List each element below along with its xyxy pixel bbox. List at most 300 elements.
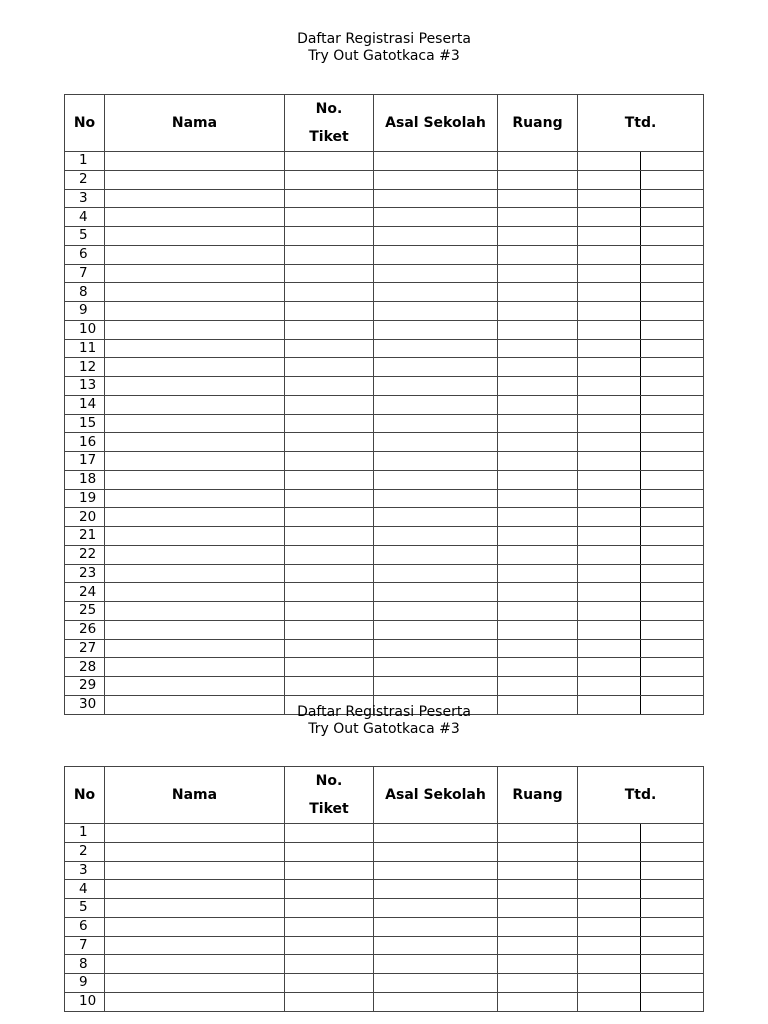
no-tiket-cell[interactable]: [285, 545, 374, 564]
ttd-cell-left[interactable]: [578, 264, 641, 283]
ttd-cell-right[interactable]: [641, 395, 704, 414]
ttd-cell-right[interactable]: [641, 899, 704, 918]
no-tiket-cell[interactable]: [285, 602, 374, 621]
table-row: [65, 189, 704, 208]
asal-sekolah-cell[interactable]: [374, 899, 498, 918]
row-number: 28: [65, 658, 105, 677]
asal-sekolah-cell[interactable]: [374, 245, 498, 264]
ttd-cell-right[interactable]: [641, 189, 704, 208]
no-tiket-cell[interactable]: [285, 170, 374, 189]
ruang-cell[interactable]: [498, 395, 578, 414]
row-number: 27: [65, 639, 105, 658]
ttd-cell-right[interactable]: [641, 861, 704, 880]
no-tiket-cell[interactable]: [285, 377, 374, 396]
nama-cell[interactable]: [105, 602, 285, 621]
asal-sekolah-cell[interactable]: [374, 208, 498, 227]
ruang-cell[interactable]: [498, 414, 578, 433]
ruang-cell[interactable]: [498, 861, 578, 880]
asal-sekolah-cell[interactable]: [374, 583, 498, 602]
header-asal-sekolah: Asal Sekolah: [374, 767, 498, 824]
no-tiket-cell[interactable]: [285, 992, 374, 1011]
asal-sekolah-cell[interactable]: [374, 264, 498, 283]
ruang-cell[interactable]: [498, 602, 578, 621]
row-number: 26: [65, 620, 105, 639]
asal-sekolah-cell[interactable]: [374, 414, 498, 433]
ttd-cell-left[interactable]: [578, 917, 641, 936]
ttd-cell-right[interactable]: [641, 470, 704, 489]
ruang-cell[interactable]: [498, 955, 578, 974]
ttd-cell-left[interactable]: [578, 302, 641, 321]
no-tiket-cell[interactable]: [285, 189, 374, 208]
table-row: [65, 227, 704, 246]
ruang-cell[interactable]: [498, 152, 578, 171]
nama-cell[interactable]: [105, 170, 285, 189]
no-tiket-cell[interactable]: [285, 433, 374, 452]
ttd-cell-right[interactable]: [641, 302, 704, 321]
nama-cell[interactable]: [105, 917, 285, 936]
ttd-cell-right[interactable]: [641, 992, 704, 1011]
table-row: [65, 489, 704, 508]
sheet-1-title: [0, 31, 768, 65]
row-number: 9: [65, 974, 105, 993]
ttd-cell-right[interactable]: [641, 414, 704, 433]
ttd-cell-left[interactable]: [578, 377, 641, 396]
nama-cell[interactable]: [105, 936, 285, 955]
ruang-cell[interactable]: [498, 824, 578, 843]
ttd-cell-right[interactable]: [641, 489, 704, 508]
asal-sekolah-cell[interactable]: [374, 527, 498, 546]
ttd-cell-left[interactable]: [578, 283, 641, 302]
ttd-cell-left[interactable]: [578, 824, 641, 843]
ttd-cell-right[interactable]: [641, 170, 704, 189]
no-tiket-cell[interactable]: [285, 302, 374, 321]
row-number: 29: [65, 677, 105, 696]
no-tiket-cell[interactable]: [285, 339, 374, 358]
ruang-cell[interactable]: [498, 639, 578, 658]
ttd-cell-right[interactable]: [641, 917, 704, 936]
asal-sekolah-cell[interactable]: [374, 824, 498, 843]
asal-sekolah-cell[interactable]: [374, 917, 498, 936]
asal-sekolah-cell[interactable]: [374, 602, 498, 621]
row-number: 18: [65, 470, 105, 489]
no-tiket-cell[interactable]: [285, 583, 374, 602]
ttd-cell-right[interactable]: [641, 564, 704, 583]
registration-table-1: [64, 94, 704, 715]
table-header-row: [65, 767, 704, 824]
ruang-cell[interactable]: [498, 842, 578, 861]
header-no-tiket-line2: Tiket: [309, 129, 349, 145]
no-tiket-cell[interactable]: [285, 899, 374, 918]
ttd-cell-left[interactable]: [578, 545, 641, 564]
ttd-cell-left[interactable]: [578, 936, 641, 955]
ruang-cell[interactable]: [498, 283, 578, 302]
asal-sekolah-cell[interactable]: [374, 936, 498, 955]
header-asal-sekolah: Asal Sekolah: [374, 95, 498, 152]
nama-cell[interactable]: [105, 433, 285, 452]
nama-cell[interactable]: [105, 470, 285, 489]
header-no-tiket: [285, 767, 374, 824]
document-title: Daftar Registrasi Peserta: [297, 704, 471, 720]
asal-sekolah-cell[interactable]: [374, 377, 498, 396]
ruang-cell[interactable]: [498, 508, 578, 527]
nama-cell[interactable]: [105, 395, 285, 414]
header-no-tiket: [285, 95, 374, 152]
document-subtitle: Try Out Gatotkaca #3: [308, 721, 460, 737]
ttd-cell-left[interactable]: [578, 470, 641, 489]
row-number: 11: [65, 339, 105, 358]
no-tiket-cell[interactable]: [285, 208, 374, 227]
no-tiket-cell[interactable]: [285, 824, 374, 843]
no-tiket-cell[interactable]: [285, 320, 374, 339]
no-tiket-cell[interactable]: [285, 620, 374, 639]
ttd-cell-right[interactable]: [641, 527, 704, 546]
ttd-cell-left[interactable]: [578, 452, 641, 471]
ttd-cell-left[interactable]: [578, 489, 641, 508]
ruang-cell[interactable]: [498, 377, 578, 396]
table-row: [65, 433, 704, 452]
table-row: [65, 824, 704, 843]
ttd-cell-right[interactable]: [641, 620, 704, 639]
ttd-cell-right[interactable]: [641, 433, 704, 452]
ruang-cell[interactable]: [498, 974, 578, 993]
ttd-cell-right[interactable]: [641, 339, 704, 358]
ttd-cell-left[interactable]: [578, 433, 641, 452]
row-number: 6: [65, 245, 105, 264]
ruang-cell[interactable]: [498, 170, 578, 189]
ttd-cell-right[interactable]: [641, 842, 704, 861]
ttd-cell-right[interactable]: [641, 358, 704, 377]
sheet-2-title: [0, 704, 768, 738]
ttd-cell-left[interactable]: [578, 208, 641, 227]
ruang-cell[interactable]: [498, 339, 578, 358]
table-row: [65, 320, 704, 339]
no-tiket-cell[interactable]: [285, 508, 374, 527]
table-row: [65, 620, 704, 639]
ttd-cell-right[interactable]: [641, 245, 704, 264]
row-number: 13: [65, 377, 105, 396]
no-tiket-cell[interactable]: [285, 264, 374, 283]
ttd-cell-left[interactable]: [578, 527, 641, 546]
ruang-cell[interactable]: [498, 189, 578, 208]
ttd-cell-left[interactable]: [578, 658, 641, 677]
nama-cell[interactable]: [105, 583, 285, 602]
ttd-cell-right[interactable]: [641, 880, 704, 899]
document-title: Daftar Registrasi Peserta: [297, 31, 471, 47]
row-number: 10: [65, 992, 105, 1011]
nama-cell[interactable]: [105, 899, 285, 918]
asal-sekolah-cell[interactable]: [374, 189, 498, 208]
ttd-cell-right[interactable]: [641, 377, 704, 396]
ttd-cell-left[interactable]: [578, 842, 641, 861]
nama-cell[interactable]: [105, 861, 285, 880]
header-ttd: Ttd.: [578, 767, 704, 824]
ruang-cell[interactable]: [498, 620, 578, 639]
asal-sekolah-cell[interactable]: [374, 992, 498, 1011]
nama-cell[interactable]: [105, 489, 285, 508]
row-number: 20: [65, 508, 105, 527]
ttd-cell-left[interactable]: [578, 583, 641, 602]
row-number: 5: [65, 227, 105, 246]
ruang-cell[interactable]: [498, 583, 578, 602]
no-tiket-cell[interactable]: [285, 955, 374, 974]
ttd-cell-left[interactable]: [578, 414, 641, 433]
nama-cell[interactable]: [105, 974, 285, 993]
table-row: [65, 545, 704, 564]
nama-cell[interactable]: [105, 189, 285, 208]
no-tiket-cell[interactable]: [285, 395, 374, 414]
asal-sekolah-cell[interactable]: [374, 452, 498, 471]
no-tiket-cell[interactable]: [285, 974, 374, 993]
ruang-cell[interactable]: [498, 470, 578, 489]
nama-cell[interactable]: [105, 527, 285, 546]
ttd-cell-right[interactable]: [641, 283, 704, 302]
ttd-cell-left[interactable]: [578, 602, 641, 621]
table-row: [65, 992, 704, 1011]
row-number: 19: [65, 489, 105, 508]
no-tiket-cell[interactable]: [285, 489, 374, 508]
nama-cell[interactable]: [105, 339, 285, 358]
ttd-cell-left[interactable]: [578, 974, 641, 993]
nama-cell[interactable]: [105, 658, 285, 677]
header-no: No: [65, 767, 105, 824]
nama-cell[interactable]: [105, 320, 285, 339]
asal-sekolah-cell[interactable]: [374, 302, 498, 321]
nama-cell[interactable]: [105, 677, 285, 696]
asal-sekolah-cell[interactable]: [374, 545, 498, 564]
no-tiket-cell[interactable]: [285, 452, 374, 471]
ruang-cell[interactable]: [498, 677, 578, 696]
header-ruang: Ruang: [498, 767, 578, 824]
ruang-cell[interactable]: [498, 227, 578, 246]
nama-cell[interactable]: [105, 564, 285, 583]
asal-sekolah-cell[interactable]: [374, 358, 498, 377]
ttd-cell-left[interactable]: [578, 677, 641, 696]
table-row: [65, 602, 704, 621]
no-tiket-cell[interactable]: [285, 470, 374, 489]
no-tiket-cell[interactable]: [285, 658, 374, 677]
nama-cell[interactable]: [105, 639, 285, 658]
ttd-cell-right[interactable]: [641, 583, 704, 602]
nama-cell[interactable]: [105, 245, 285, 264]
table-row: [65, 245, 704, 264]
ttd-cell-left[interactable]: [578, 152, 641, 171]
nama-cell[interactable]: [105, 880, 285, 899]
asal-sekolah-cell[interactable]: [374, 955, 498, 974]
ttd-cell-left[interactable]: [578, 227, 641, 246]
no-tiket-cell[interactable]: [285, 152, 374, 171]
ruang-cell[interactable]: [498, 658, 578, 677]
ruang-cell[interactable]: [498, 302, 578, 321]
ruang-cell[interactable]: [498, 245, 578, 264]
ruang-cell[interactable]: [498, 489, 578, 508]
ttd-cell-left[interactable]: [578, 189, 641, 208]
ttd-cell-right[interactable]: [641, 545, 704, 564]
ruang-cell[interactable]: [498, 320, 578, 339]
ttd-cell-left[interactable]: [578, 339, 641, 358]
nama-cell[interactable]: [105, 955, 285, 974]
row-number: 6: [65, 917, 105, 936]
no-tiket-cell[interactable]: [285, 639, 374, 658]
no-tiket-cell[interactable]: [285, 283, 374, 302]
asal-sekolah-cell[interactable]: [374, 861, 498, 880]
ruang-cell[interactable]: [498, 880, 578, 899]
asal-sekolah-cell[interactable]: [374, 320, 498, 339]
row-number: 3: [65, 189, 105, 208]
asal-sekolah-cell[interactable]: [374, 564, 498, 583]
ttd-cell-right[interactable]: [641, 677, 704, 696]
table-row: [65, 264, 704, 283]
table-row: [65, 564, 704, 583]
ruang-cell[interactable]: [498, 917, 578, 936]
ttd-cell-right[interactable]: [641, 658, 704, 677]
ruang-cell[interactable]: [498, 992, 578, 1011]
ttd-cell-left[interactable]: [578, 620, 641, 639]
ruang-cell[interactable]: [498, 527, 578, 546]
ttd-cell-right[interactable]: [641, 824, 704, 843]
no-tiket-cell[interactable]: [285, 227, 374, 246]
nama-cell[interactable]: [105, 264, 285, 283]
ttd-cell-left[interactable]: [578, 639, 641, 658]
nama-cell[interactable]: [105, 283, 285, 302]
ttd-cell-left[interactable]: [578, 320, 641, 339]
row-number: 1: [65, 152, 105, 171]
ttd-cell-left[interactable]: [578, 992, 641, 1011]
asal-sekolah-cell[interactable]: [374, 880, 498, 899]
header-nama: Nama: [105, 95, 285, 152]
nama-cell[interactable]: [105, 842, 285, 861]
table-row: [65, 358, 704, 377]
asal-sekolah-cell[interactable]: [374, 489, 498, 508]
registration-table-2: [64, 766, 704, 1012]
ruang-cell[interactable]: [498, 264, 578, 283]
ttd-cell-left[interactable]: [578, 358, 641, 377]
asal-sekolah-cell[interactable]: [374, 620, 498, 639]
asal-sekolah-cell[interactable]: [374, 470, 498, 489]
ttd-cell-left[interactable]: [578, 899, 641, 918]
nama-cell[interactable]: [105, 414, 285, 433]
row-number: 4: [65, 208, 105, 227]
table-row: [65, 283, 704, 302]
ttd-cell-right[interactable]: [641, 936, 704, 955]
asal-sekolah-cell[interactable]: [374, 395, 498, 414]
nama-cell[interactable]: [105, 377, 285, 396]
ruang-cell[interactable]: [498, 899, 578, 918]
asal-sekolah-cell[interactable]: [374, 974, 498, 993]
asal-sekolah-cell[interactable]: [374, 152, 498, 171]
table-row: [65, 208, 704, 227]
table-row: [65, 452, 704, 471]
ruang-cell[interactable]: [498, 358, 578, 377]
no-tiket-cell[interactable]: [285, 861, 374, 880]
row-number: 21: [65, 527, 105, 546]
nama-cell[interactable]: [105, 545, 285, 564]
asal-sekolah-cell[interactable]: [374, 658, 498, 677]
header-no: No: [65, 95, 105, 152]
no-tiket-cell[interactable]: [285, 564, 374, 583]
ttd-cell-right[interactable]: [641, 320, 704, 339]
ruang-cell[interactable]: [498, 936, 578, 955]
ttd-cell-right[interactable]: [641, 508, 704, 527]
no-tiket-cell[interactable]: [285, 527, 374, 546]
no-tiket-cell[interactable]: [285, 842, 374, 861]
asal-sekolah-cell[interactable]: [374, 433, 498, 452]
asal-sekolah-cell[interactable]: [374, 339, 498, 358]
ruang-cell[interactable]: [498, 208, 578, 227]
ttd-cell-left[interactable]: [578, 880, 641, 899]
nama-cell[interactable]: [105, 208, 285, 227]
ruang-cell[interactable]: [498, 564, 578, 583]
nama-cell[interactable]: [105, 620, 285, 639]
ttd-cell-right[interactable]: [641, 264, 704, 283]
no-tiket-cell[interactable]: [285, 936, 374, 955]
row-number: 2: [65, 842, 105, 861]
row-number: 22: [65, 545, 105, 564]
no-tiket-cell[interactable]: [285, 917, 374, 936]
row-number: 9: [65, 302, 105, 321]
ttd-cell-right[interactable]: [641, 602, 704, 621]
no-tiket-cell[interactable]: [285, 245, 374, 264]
ttd-cell-right[interactable]: [641, 955, 704, 974]
table-row: [65, 658, 704, 677]
ttd-cell-right[interactable]: [641, 452, 704, 471]
asal-sekolah-cell[interactable]: [374, 677, 498, 696]
ttd-cell-left[interactable]: [578, 564, 641, 583]
ttd-cell-left[interactable]: [578, 245, 641, 264]
asal-sekolah-cell[interactable]: [374, 227, 498, 246]
no-tiket-cell[interactable]: [285, 880, 374, 899]
nama-cell[interactable]: [105, 152, 285, 171]
nama-cell[interactable]: [105, 452, 285, 471]
ttd-cell-left[interactable]: [578, 508, 641, 527]
ruang-cell[interactable]: [498, 545, 578, 564]
row-number: 14: [65, 395, 105, 414]
row-number: 24: [65, 583, 105, 602]
row-number: 17: [65, 452, 105, 471]
row-number: 5: [65, 899, 105, 918]
document-subtitle: Try Out Gatotkaca #3: [308, 48, 460, 64]
nama-cell[interactable]: [105, 824, 285, 843]
nama-cell[interactable]: [105, 992, 285, 1011]
ttd-cell-right[interactable]: [641, 974, 704, 993]
no-tiket-cell[interactable]: [285, 677, 374, 696]
asal-sekolah-cell[interactable]: [374, 842, 498, 861]
asal-sekolah-cell[interactable]: [374, 508, 498, 527]
ttd-cell-left[interactable]: [578, 955, 641, 974]
ttd-cell-right[interactable]: [641, 639, 704, 658]
row-number: 1: [65, 824, 105, 843]
ttd-cell-right[interactable]: [641, 208, 704, 227]
ttd-cell-left[interactable]: [578, 861, 641, 880]
nama-cell[interactable]: [105, 227, 285, 246]
ttd-cell-left[interactable]: [578, 395, 641, 414]
ttd-cell-left[interactable]: [578, 170, 641, 189]
table-row: [65, 152, 704, 171]
nama-cell[interactable]: [105, 508, 285, 527]
asal-sekolah-cell[interactable]: [374, 170, 498, 189]
table-row: [65, 842, 704, 861]
nama-cell[interactable]: [105, 302, 285, 321]
ruang-cell[interactable]: [498, 433, 578, 452]
ttd-cell-right[interactable]: [641, 152, 704, 171]
row-number: 12: [65, 358, 105, 377]
ttd-cell-right[interactable]: [641, 227, 704, 246]
asal-sekolah-cell[interactable]: [374, 639, 498, 658]
ruang-cell[interactable]: [498, 452, 578, 471]
no-tiket-cell[interactable]: [285, 358, 374, 377]
nama-cell[interactable]: [105, 358, 285, 377]
no-tiket-cell[interactable]: [285, 414, 374, 433]
asal-sekolah-cell[interactable]: [374, 283, 498, 302]
